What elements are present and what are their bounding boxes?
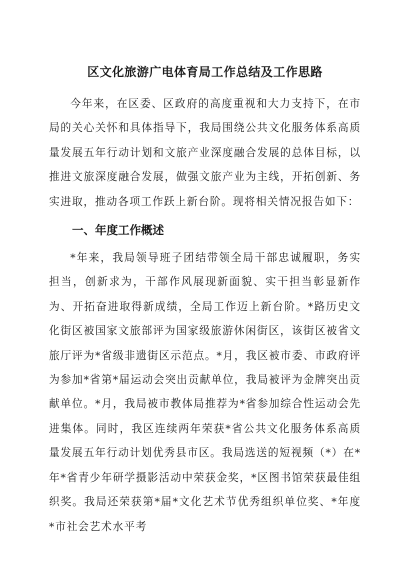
intro-paragraph: 今年来，在区委、区政府的高度重视和大力支持下，在市局的关心关怀和具体指导下，我局围绕公共文化服务体系高质量发展五年行动计划和文旅产业深度融合发展的总体目标，以推进文旅深度融合发展，做强文旅产业为主线，开拓创新、务实进取，推动各项工作跃上新台阶。现将相关情况报告如下： xyxy=(49,98,361,208)
section-heading: 一、年度工作概述 xyxy=(72,223,164,238)
section-body-paragraph: *年来，我局领导班子团结带领全局干部忠诚履职，务实担当，创新求为，干部作风展现新面貌、实干担当彰显新作为、开拓奋进取得新成绩，全局工作迈上新台阶。*路历史文化街区被国家文旅部评为国家级旅游休闲街区，该街区被省文旅厅评为*省级非遗街区示范点。*月，我区被市委、市政府评为参加*省第*届运动会突出贡献单位，我局被评为金牌突出贡献单位。*月，我局被市教体局推荐为*省参加综合性运动会先进集体。同时，我区连续两年荣获*省公共文化服务体系高质量发展五年行动计划优秀县市区。我局选送的短视频（*）在*年*省青少年研学摄影活动中荣获金奖，*区图书馆荣获最佳组织奖。我局还荣获第*届*文化艺术节优秀组织单位奖、*年度*市社会艺术水平考 xyxy=(49,252,361,533)
document-title: 区文化旅游广电体育局工作总结及工作思路 xyxy=(87,65,323,79)
